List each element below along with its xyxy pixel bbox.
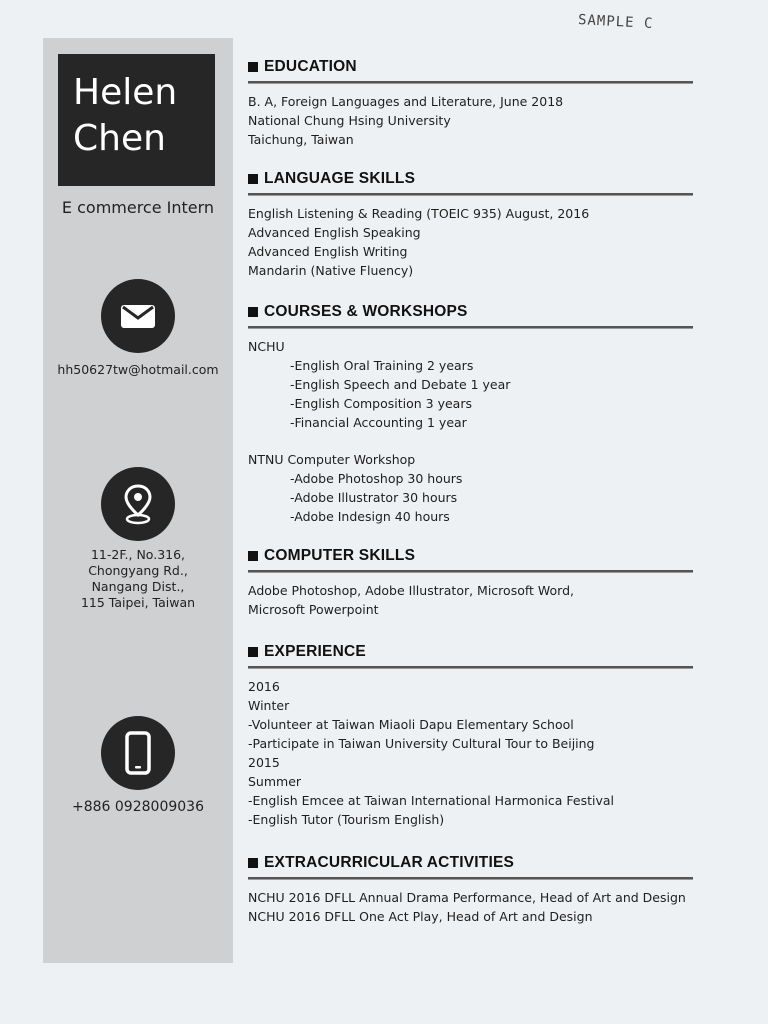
bullet-square-icon (248, 307, 258, 317)
section-heading (248, 168, 693, 190)
bullet-square-icon (248, 551, 258, 561)
language-section (248, 168, 693, 280)
text-line: Summer (248, 774, 302, 789)
phone-icon (101, 716, 175, 790)
divider (248, 326, 693, 329)
heading-text: COURSES & WORKSHOPS (264, 303, 468, 320)
section-heading (248, 301, 693, 323)
list-item: -English Composition 3 years (290, 396, 472, 411)
education-section (248, 56, 693, 149)
last-name: Chen (73, 118, 166, 159)
divider (248, 877, 693, 880)
text-line: 2015 (248, 755, 280, 770)
address-line: Nangang Dist., (91, 579, 185, 594)
address-line: 11-2F., No.316, (90, 547, 186, 562)
experience-section (248, 641, 693, 829)
list-item: -English Speech and Debate 1 year (290, 377, 511, 392)
text-line: Microsoft Powerpoint (248, 602, 379, 617)
courses-section (248, 301, 693, 526)
text-line: -English Emcee at Taiwan International Harmonica Festival (248, 793, 615, 808)
text-line: NCHU 2016 DFLL Annual Drama Performance, Head of Art and Design (248, 890, 686, 905)
text-line: -Participate in Taiwan University Cultural Tour to Beijing (248, 736, 595, 751)
text-line: National Chung Hsing University (248, 113, 451, 128)
text-line: Taichung, Taiwan (248, 132, 354, 147)
address (43, 547, 233, 611)
text-line: 2016 (248, 679, 280, 694)
address-line: Chongyang Rd., (88, 563, 188, 578)
text-line: B. A, Foreign Languages and Literature, June 2018 (248, 94, 564, 109)
section-heading (248, 545, 693, 567)
list-item: -Financial Accounting 1 year (290, 415, 467, 430)
list-item: -Adobe Illustrator 30 hours (290, 490, 458, 505)
email[interactable]: hh50627tw@hotmail.com (57, 362, 219, 377)
bullet-square-icon (248, 62, 258, 72)
heading-text: COMPUTER SKILLS (264, 547, 416, 564)
text-line: -Volunteer at Taiwan Miaoli Dapu Elementary School (248, 717, 574, 732)
first-name: Helen (73, 72, 178, 113)
divider (248, 666, 693, 669)
sample-stamp: SAMPLE C (577, 12, 654, 32)
text-line: -English Tutor (Tourism English) (248, 812, 445, 827)
text-line: Adobe Photoshop, Adobe Illustrator, Microsoft Word, (248, 583, 575, 598)
phone-number[interactable]: +886 0928009036 (72, 799, 204, 815)
heading-text: EXPERIENCE (264, 643, 366, 660)
section-heading (248, 641, 693, 663)
name-box (58, 54, 215, 186)
text-line: NCHU (248, 339, 285, 354)
location-pin-icon (101, 467, 175, 541)
extracurricular-section (248, 852, 693, 926)
section-heading (248, 56, 693, 78)
sidebar (43, 38, 233, 963)
bullet-square-icon (248, 647, 258, 657)
list-item: -English Oral Training 2 years (290, 358, 474, 373)
text-line: Advanced English Speaking (248, 225, 421, 240)
heading-text: EXTRACURRICULAR ACTIVITIES (264, 854, 515, 871)
heading-text: LANGUAGE SKILLS (264, 170, 416, 187)
text-line: NCHU 2016 DFLL One Act Play, Head of Art and Design (248, 909, 593, 924)
text-line: English Listening & Reading (TOEIC 935) August, 2016 (248, 206, 590, 221)
list-item: -Adobe Indesign 40 hours (290, 509, 450, 524)
section-heading (248, 852, 693, 874)
text-line: Winter (248, 698, 290, 713)
text-line: Mandarin (Native Fluency) (248, 263, 414, 278)
list-item: -Adobe Photoshop 30 hours (290, 471, 463, 486)
heading-text: EDUCATION (264, 58, 357, 75)
divider (248, 193, 693, 196)
text-line: NTNU Computer Workshop (248, 452, 416, 467)
bullet-square-icon (248, 858, 258, 868)
divider (248, 81, 693, 84)
text-line: Advanced English Writing (248, 244, 408, 259)
divider (248, 570, 693, 573)
address-line: 115 Taipei, Taiwan (80, 595, 196, 610)
envelope-icon (101, 279, 175, 353)
spacer (248, 432, 693, 450)
bullet-square-icon (248, 174, 258, 184)
computer-skills-section (248, 545, 693, 619)
job-title: E commerce Intern (61, 198, 215, 217)
